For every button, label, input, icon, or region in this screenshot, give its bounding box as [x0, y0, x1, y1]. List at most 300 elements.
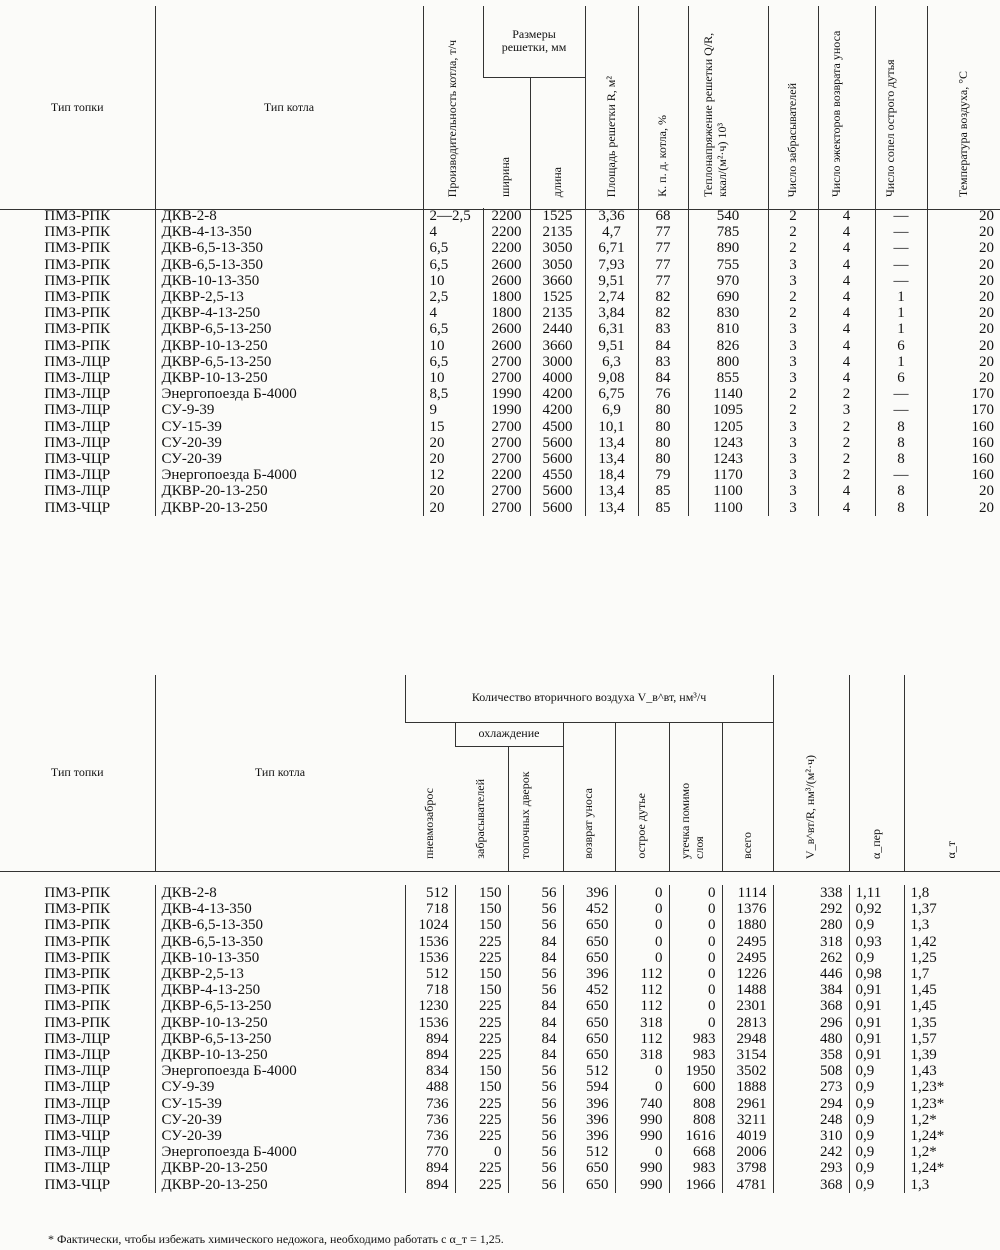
t2-cell: 150	[455, 885, 508, 901]
t2-cell: 293	[773, 1160, 849, 1176]
t1-cell: 1170	[688, 467, 768, 483]
t2-cell: ПМЗ-ЧЦР	[44, 1176, 111, 1193]
t1-cell: 3	[768, 419, 818, 435]
t2-cell: 894	[405, 1160, 455, 1176]
t1-cell: ДКВР-10-13-250	[155, 338, 423, 354]
t2-alpha-per-header: α_пер	[849, 675, 904, 871]
t1-cell: ДКВ-4-13-350	[155, 224, 423, 240]
t2-cell: 56	[508, 917, 563, 933]
t2-cell: 650	[563, 1177, 615, 1193]
t2-cell: ПМЗ-ЛЦР	[44, 1144, 111, 1161]
t2-cell: 718	[405, 901, 455, 917]
t2-leak-header: утечка помимо слоя	[669, 722, 722, 871]
t1-cell: 3	[768, 321, 818, 337]
t1-cell: 690	[688, 289, 768, 305]
t2-cell: 2495	[722, 934, 773, 950]
t1-cell: ПМЗ-ЛЦР	[44, 353, 111, 370]
t2-table-row	[0, 1031, 1000, 1047]
t1-cell: 77	[638, 224, 688, 240]
t1-cell: 83	[638, 321, 688, 337]
t2-cell: 225	[455, 1096, 508, 1112]
t1-cell: 20	[927, 240, 1000, 256]
t1-cell: 2200	[483, 224, 530, 240]
t1-cell: 1	[875, 354, 927, 370]
t2-cell: ПМЗ-РПК	[44, 1014, 111, 1031]
t2-cell: 150	[455, 982, 508, 998]
t1-cell: 20	[927, 321, 1000, 337]
t2-cell: 452	[563, 982, 615, 998]
t1-cell: 3	[768, 273, 818, 289]
t2-cell: 225	[455, 1112, 508, 1128]
t2-cell: ПМЗ-РПК	[44, 917, 111, 934]
t1-cell: 10	[423, 273, 483, 289]
t1-table-row	[0, 305, 1000, 321]
t2-cell: 1,39	[904, 1047, 1000, 1063]
t1-spreaders-header: Число забрасывателей	[768, 6, 818, 209]
t1-cell: 1990	[483, 386, 530, 402]
t1-cell: 3660	[530, 338, 585, 354]
t2-cell: Энергопоезда Б-4000	[155, 1063, 405, 1079]
t1-cell: 170	[927, 402, 1000, 418]
t2-cell: 3211	[722, 1112, 773, 1128]
t1-furnace-type-header: Тип топки	[0, 6, 155, 209]
t1-cell: 2	[818, 419, 875, 435]
t2-cell: 0,9	[849, 950, 904, 966]
t2-cell: 0	[615, 901, 669, 917]
t1-cell: 1990	[483, 402, 530, 418]
t2-table-row	[0, 950, 1000, 966]
t2-cell: 3154	[722, 1047, 773, 1063]
t2-cell: 1,8	[904, 885, 1000, 901]
t2-cell: ДКВ-6,5-13-350	[155, 934, 405, 950]
t1-cell: 18,4	[585, 467, 638, 483]
t1-cell: 830	[688, 305, 768, 321]
t1-table-row	[0, 402, 1000, 418]
t2-cell: 56	[508, 1128, 563, 1144]
t1-cell: ПМЗ-ЧЦР	[44, 499, 111, 516]
t1-cell: ПМЗ-ЛЦР	[44, 386, 111, 403]
t1-table-row	[0, 500, 1000, 516]
t2-cell: 84	[508, 1047, 563, 1063]
t2-cell: 736	[405, 1096, 455, 1112]
t2-table-row	[0, 1079, 1000, 1095]
t2-cell: ДКВР-2,5-13	[155, 966, 405, 982]
t1-cell: 4000	[530, 370, 585, 386]
t1-cell: 800	[688, 354, 768, 370]
t2-cell: 512	[405, 966, 455, 982]
t2-cell: 990	[615, 1128, 669, 1144]
t2-cell: ПМЗ-РПК	[44, 901, 111, 918]
t2-cell: 273	[773, 1079, 849, 1095]
t2-cell: ПМЗ-РПК	[44, 998, 111, 1015]
t1-cell: 10,1	[585, 419, 638, 435]
t1-cell: 2700	[483, 500, 530, 516]
t1-cell: 2	[768, 240, 818, 256]
t2-cell: ПМЗ-ЛЦР	[44, 1047, 111, 1064]
t2-cell: 294	[773, 1096, 849, 1112]
t1-cell: 5600	[530, 500, 585, 516]
t2-cell: 225	[455, 1047, 508, 1063]
t1-cell: 6,75	[585, 386, 638, 402]
t2-cell: 84	[508, 950, 563, 966]
t1-cell: —	[875, 402, 927, 418]
t1-cell: —	[875, 208, 927, 224]
t1-cell: ДКВР-20-13-250	[155, 500, 423, 516]
t1-cell: 4	[818, 370, 875, 386]
t1-cell: 84	[638, 338, 688, 354]
t1-cell: 84	[638, 370, 688, 386]
t2-cell: 84	[508, 1015, 563, 1031]
t1-cell: 1100	[688, 483, 768, 499]
t1-cell: 3	[768, 370, 818, 386]
t1-cell: 82	[638, 305, 688, 321]
t1-table-row	[0, 370, 1000, 386]
t2-cell: 808	[669, 1096, 722, 1112]
t2-cell: 2301	[722, 998, 773, 1014]
t2-cell: 0,9	[849, 1177, 904, 1193]
t2-total-header: всего	[722, 722, 773, 871]
t2-cell: 0	[669, 934, 722, 950]
t2-cell: СУ-20-39	[155, 1112, 405, 1128]
t2-cell: 84	[508, 1031, 563, 1047]
t2-carryover-header: возврат уноса	[563, 722, 615, 871]
t2-cell: 0,9	[849, 1112, 904, 1128]
t1-table-row	[0, 435, 1000, 451]
t1-cell: ДКВ-2-8	[155, 208, 423, 224]
t2-cell: 384	[773, 982, 849, 998]
t1-cell: 4	[818, 354, 875, 370]
t2-cell: 770	[405, 1144, 455, 1160]
t2-table-row	[0, 1047, 1000, 1063]
t2-table-row	[0, 1177, 1000, 1193]
t1-cell: 2600	[483, 321, 530, 337]
t1-cell: 20	[927, 305, 1000, 321]
t1-cell: ДКВ-6,5-13-350	[155, 240, 423, 256]
t1-cell: 10	[423, 338, 483, 354]
t2-cell: 248	[773, 1112, 849, 1128]
t1-cell: 3	[818, 402, 875, 418]
t2-cell: 2813	[722, 1015, 773, 1031]
t2-table-row	[0, 1144, 1000, 1160]
t1-cell: ДКВР-10-13-250	[155, 370, 423, 386]
t2-cell: 84	[508, 998, 563, 1014]
t2-cell: 990	[615, 1112, 669, 1128]
t1-cell: 2200	[483, 467, 530, 483]
t2-cell: 396	[563, 1128, 615, 1144]
t2-cell: 990	[615, 1160, 669, 1176]
t2-cell: 225	[455, 1160, 508, 1176]
t2-cell: СУ-15-39	[155, 1096, 405, 1112]
t2-cell: 0	[669, 998, 722, 1014]
t2-cell: 0	[615, 917, 669, 933]
t1-cell: —	[875, 467, 927, 483]
t2-cell: 668	[669, 1144, 722, 1160]
t2-cell: 0,98	[849, 966, 904, 982]
t2-cell: 0,91	[849, 982, 904, 998]
t1-cell: 6,5	[423, 240, 483, 256]
t2-cell: 318	[615, 1015, 669, 1031]
table1-header	[0, 6, 1000, 210]
t1-cell: 20	[927, 370, 1000, 386]
t2-cell: 1230	[405, 998, 455, 1014]
t1-table-row	[0, 354, 1000, 370]
t2-cell: 1880	[722, 917, 773, 933]
t2-cell: 650	[563, 1047, 615, 1063]
t2-cell: 396	[563, 1096, 615, 1112]
t1-cell: 8,5	[423, 386, 483, 402]
t2-cell: ПМЗ-ЛЦР	[44, 1111, 111, 1128]
t2-table-row	[0, 1015, 1000, 1031]
t2-cell: 1536	[405, 934, 455, 950]
t2-cell: 808	[669, 1112, 722, 1128]
t2-cell: 650	[563, 1015, 615, 1031]
t2-cell: 0	[455, 1144, 508, 1160]
t2-cell: ПМЗ-ЛЦР	[44, 1063, 111, 1080]
t2-cell: 2961	[722, 1096, 773, 1112]
t1-cell: СУ-15-39	[155, 419, 423, 435]
t2-cell: 488	[405, 1079, 455, 1095]
t1-cell: 3	[768, 338, 818, 354]
t1-cell: 13,4	[585, 483, 638, 499]
t2-cell: ПМЗ-РПК	[44, 885, 111, 901]
t1-cell: Энергопоезда Б-4000	[155, 467, 423, 483]
t1-cell: 3	[768, 500, 818, 516]
t1-cell: 13,4	[585, 451, 638, 467]
t2-alpha-t-header: α_т	[904, 675, 1000, 871]
t2-cell: 1,11	[849, 885, 904, 901]
t1-table-row	[0, 289, 1000, 305]
t2-cell: ПМЗ-РПК	[44, 933, 111, 950]
t2-cell: 112	[615, 966, 669, 982]
t2-cell: 1,7	[904, 966, 1000, 982]
footnote: * Фактически, чтобы избежать химического недожога, необходимо работать с α_т = 1,25.	[48, 1232, 504, 1246]
t1-cell: 1140	[688, 386, 768, 402]
t1-cell: —	[875, 257, 927, 273]
t2-cell: 1,2*	[904, 1112, 1000, 1128]
t1-width-header: ширина	[483, 77, 530, 209]
t2-cell: 4781	[722, 1177, 773, 1193]
t1-cell: 2	[818, 386, 875, 402]
t1-cell: 20	[927, 289, 1000, 305]
t1-cell: 2	[768, 208, 818, 224]
t2-cell: 736	[405, 1112, 455, 1128]
t1-cell: 3,84	[585, 305, 638, 321]
t1-cell: 2700	[483, 370, 530, 386]
t2-cell: 0,9	[849, 1079, 904, 1095]
t1-cell: 2	[818, 451, 875, 467]
t1-cell: 79	[638, 467, 688, 483]
t1-cell: 2,5	[423, 289, 483, 305]
t2-cell: ПМЗ-РПК	[44, 982, 111, 999]
t2-cell: 1,25	[904, 950, 1000, 966]
t2-cell: 2006	[722, 1144, 773, 1160]
t1-cell: 2700	[483, 419, 530, 435]
table2-header	[0, 675, 1000, 872]
t2-cell: 736	[405, 1128, 455, 1144]
t2-table-row	[0, 966, 1000, 982]
t1-cell: 77	[638, 273, 688, 289]
t1-cell: 2	[768, 386, 818, 402]
t2-cell: ДКВР-20-13-250	[155, 1177, 405, 1193]
t1-table-row	[0, 338, 1000, 354]
t2-cell: 1376	[722, 901, 773, 917]
t2-cell: 512	[563, 1144, 615, 1160]
t2-cell: 1,42	[904, 934, 1000, 950]
t1-cell: 6	[875, 370, 927, 386]
t1-cell: 160	[927, 451, 1000, 467]
t1-cell: 1525	[530, 208, 585, 224]
t2-cell: ПМЗ-РПК	[44, 949, 111, 966]
t1-cell: 9	[423, 402, 483, 418]
t1-cell: 5600	[530, 451, 585, 467]
t1-cell: ПМЗ-ЛЦР	[44, 370, 111, 387]
t2-cell: ПМЗ-ЛЦР	[44, 1160, 111, 1177]
t1-cell: 2,74	[585, 289, 638, 305]
t1-cell: 785	[688, 224, 768, 240]
t2-cell: 1,3	[904, 917, 1000, 933]
t2-cell: 150	[455, 917, 508, 933]
t2-cell: 396	[563, 885, 615, 901]
t1-ejectors-header: Число эжекторов возврата уноса	[818, 6, 875, 209]
t2-cell: 0	[669, 917, 722, 933]
t1-cell: 4	[818, 240, 875, 256]
t1-cell: 2200	[483, 208, 530, 224]
t1-table-row	[0, 208, 1000, 224]
t2-cell: 318	[615, 1047, 669, 1063]
t1-cell: ДКВР-4-13-250	[155, 305, 423, 321]
t1-cell: ПМЗ-РПК	[44, 208, 111, 224]
t1-cell: 4	[818, 483, 875, 499]
t1-cell: 85	[638, 500, 688, 516]
t1-cell: 20	[423, 500, 483, 516]
t1-cell: 4	[818, 257, 875, 273]
t2-cell: 56	[508, 901, 563, 917]
t1-cell: 855	[688, 370, 768, 386]
t1-cell: 2	[768, 224, 818, 240]
t1-cell: 2700	[483, 483, 530, 499]
t1-cell: 4200	[530, 386, 585, 402]
t1-cell: 970	[688, 273, 768, 289]
t2-cell: 0	[669, 885, 722, 901]
t1-cell: ПМЗ-ЛЦР	[44, 467, 111, 484]
t1-cell: 20	[927, 338, 1000, 354]
t1-cell: 4	[818, 305, 875, 321]
t2-cell: 0,91	[849, 1031, 904, 1047]
t1-cell: ПМЗ-ЛЦР	[44, 483, 111, 500]
t1-capacity-header: Производительность котла, т/ч	[423, 6, 483, 209]
t1-cell: Энергопоезда Б-4000	[155, 386, 423, 402]
t2-cell: СУ-20-39	[155, 1128, 405, 1144]
t1-cell: 80	[638, 419, 688, 435]
t2-table-row	[0, 1112, 1000, 1128]
t2-cell: 512	[405, 885, 455, 901]
t2-cell: ДКВР-4-13-250	[155, 982, 405, 998]
t2-cell: 1,2*	[904, 1144, 1000, 1160]
t2-cell: 0	[615, 1063, 669, 1079]
t1-cell: 6,71	[585, 240, 638, 256]
t1-cell: 83	[638, 354, 688, 370]
t1-cell: 4,7	[585, 224, 638, 240]
t1-cell: 13,4	[585, 435, 638, 451]
t2-cell: 894	[405, 1177, 455, 1193]
t2-cell: 56	[508, 885, 563, 901]
t2-cell: 150	[455, 1063, 508, 1079]
t1-cell: 3	[768, 257, 818, 273]
t2-cell: ДКВ-4-13-350	[155, 901, 405, 917]
t2-cell: 1,23*	[904, 1096, 1000, 1112]
t1-nozzles-header: Число сопел острого дутья	[875, 6, 927, 209]
t2-cell: 296	[773, 1015, 849, 1031]
t2-cell: 0	[615, 1079, 669, 1095]
t1-table-row	[0, 386, 1000, 402]
t2-table-row	[0, 1160, 1000, 1176]
t1-cell: 2600	[483, 273, 530, 289]
t2-cell: 0	[669, 950, 722, 966]
t2-cell: 983	[669, 1047, 722, 1063]
t2-cell: 368	[773, 998, 849, 1014]
t1-boiler-type-header: Тип котла	[155, 6, 423, 209]
t1-cell: 4	[818, 321, 875, 337]
t2-cell: 1226	[722, 966, 773, 982]
t1-cell: 540	[688, 208, 768, 224]
t1-cell: 82	[638, 289, 688, 305]
t1-cell: 2440	[530, 321, 585, 337]
t1-cell: 9,51	[585, 273, 638, 289]
t2-cell: ПМЗ-ЛЦР	[44, 1030, 111, 1047]
t1-cell: 1800	[483, 305, 530, 321]
t1-cell: 6,9	[585, 402, 638, 418]
t1-cell: 4	[818, 224, 875, 240]
t2-cell: 446	[773, 966, 849, 982]
t1-cell: —	[875, 386, 927, 402]
t1-table-row	[0, 321, 1000, 337]
t1-cell: 3	[768, 354, 818, 370]
t2-cell: ДКВР-20-13-250	[155, 1160, 405, 1176]
t2-cell: 358	[773, 1047, 849, 1063]
t1-cell: 1800	[483, 289, 530, 305]
t2-cell: 0	[615, 950, 669, 966]
t2-cell: 262	[773, 950, 849, 966]
t2-cell: 3798	[722, 1160, 773, 1176]
t1-cell: 20	[927, 273, 1000, 289]
t1-cell: 160	[927, 419, 1000, 435]
t1-cell: 77	[638, 257, 688, 273]
t2-cell: 1114	[722, 885, 773, 901]
t1-cell: 20	[927, 500, 1000, 516]
t2-cell: 0,91	[849, 1015, 904, 1031]
t2-cell: 112	[615, 998, 669, 1014]
t2-cell: 225	[455, 1031, 508, 1047]
t2-cell: 650	[563, 1160, 615, 1176]
t2-cell: 225	[455, 1177, 508, 1193]
t1-cell: 9,51	[585, 338, 638, 354]
t1-cell: 20	[927, 354, 1000, 370]
t2-cell: ДКВР-6,5-13-250	[155, 1031, 405, 1047]
t1-cell: 1243	[688, 435, 768, 451]
t1-cell: 20	[927, 257, 1000, 273]
t1-cell: 1	[875, 305, 927, 321]
t2-cell: 1488	[722, 982, 773, 998]
t2-table-row	[0, 901, 1000, 917]
t1-cell: 4	[818, 208, 875, 224]
t1-table-row	[0, 224, 1000, 240]
t1-cell: 2	[818, 467, 875, 483]
t2-cell: 1,45	[904, 998, 1000, 1014]
t1-cell: 826	[688, 338, 768, 354]
t2-cell: 150	[455, 901, 508, 917]
t1-cell: 1	[875, 321, 927, 337]
t1-cell: ПМЗ-ЛЦР	[44, 418, 111, 435]
